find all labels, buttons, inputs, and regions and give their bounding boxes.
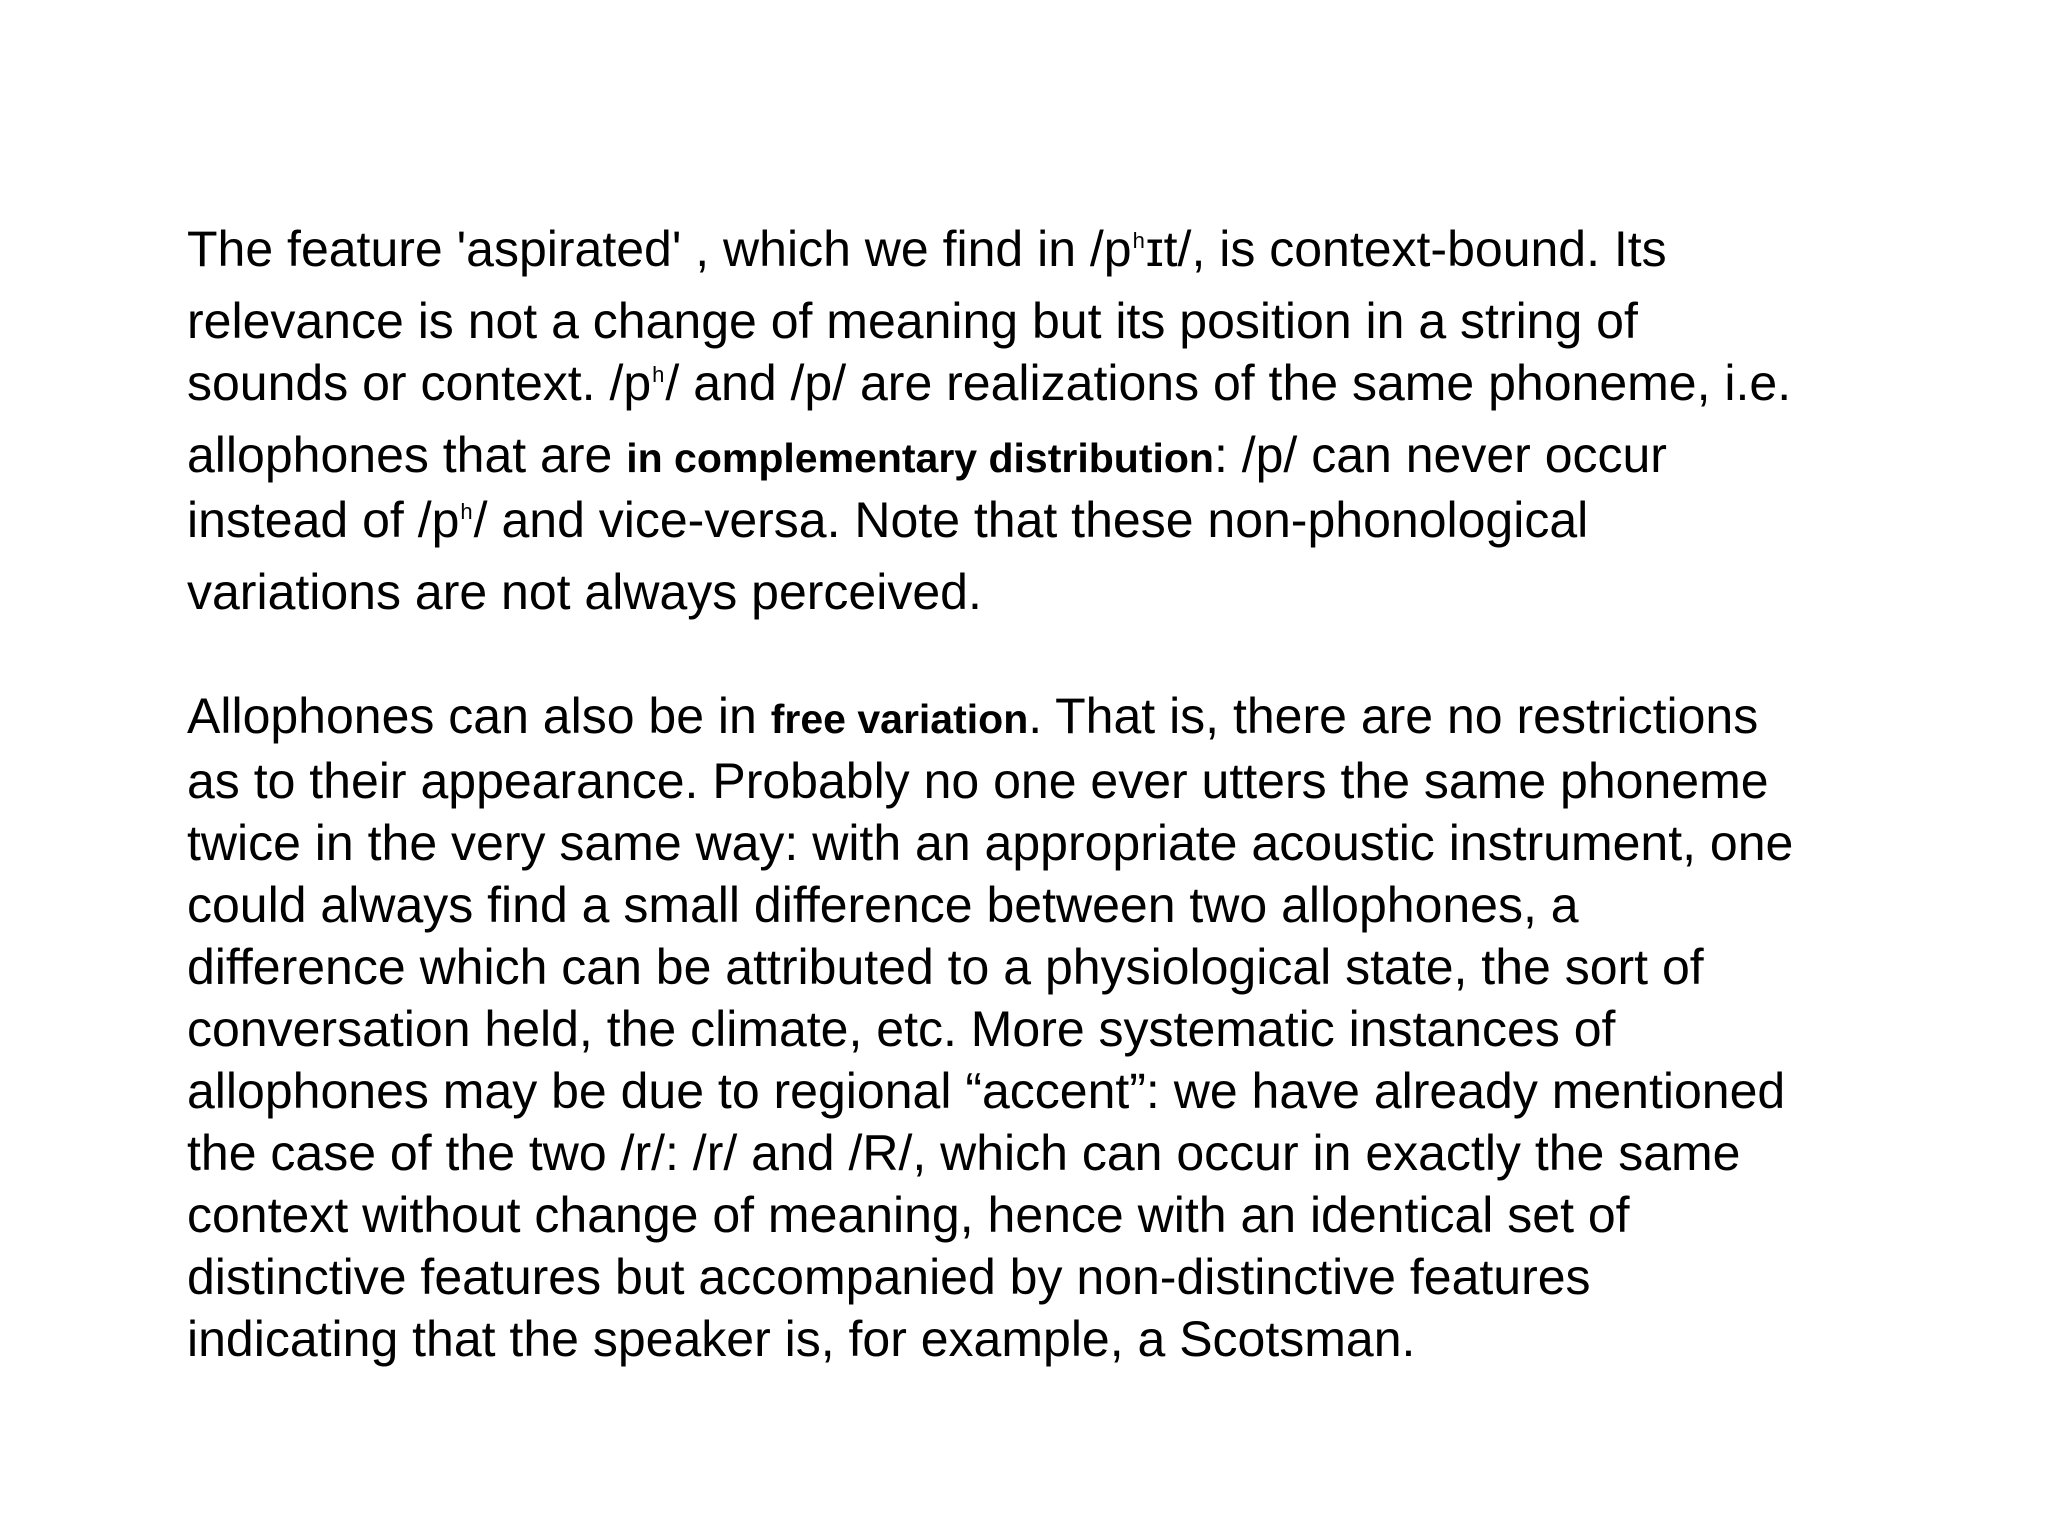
- paragraph-1-line-5: [187, 489, 1907, 561]
- body-text: [187, 218, 1907, 1370]
- paragraph-2-line-1: [187, 685, 1907, 750]
- term-free-variation: free variation: [770, 696, 1029, 742]
- paragraph-2-line-11: indicating that the speaker is, for example, a Scotsman.: [187, 1311, 1416, 1367]
- paragraph-2-line-2: as to their appearance. Probably no one ever utters the same phoneme: [187, 753, 1769, 809]
- aspiration-superscript: h: [460, 499, 473, 524]
- text-run: instead of /p: [187, 492, 460, 548]
- paragraph-1-line-2: relevance is not a change of meaning but its position in a string of: [187, 293, 1638, 349]
- paragraph-2-line-3: twice in the very same way: with an appropriate acoustic instrument, one: [187, 815, 1794, 871]
- paragraph-1-line-1: [187, 218, 1907, 290]
- paragraph-2-line-10: distinctive features but accompanied by non-distinctive features: [187, 1249, 1591, 1305]
- text-run: / and /p/ are realizations of the same phoneme, i.e.: [665, 355, 1792, 411]
- text-run: The feature 'aspirated' , which we find in /p: [187, 221, 1132, 277]
- paragraph-2-line-6: conversation held, the climate, etc. More systematic instances of: [187, 1001, 1616, 1057]
- text-run: ɪt/, is context-bound. Its: [1145, 221, 1667, 277]
- text-run: . That is, there are no restrictions: [1028, 688, 1759, 744]
- paragraph-gap: [187, 623, 1907, 685]
- paragraph-2-line-9: context without change of meaning, hence with an identical set of: [187, 1187, 1630, 1243]
- aspiration-superscript: h: [652, 362, 665, 387]
- paragraph-1-line-3: [187, 352, 1907, 424]
- text-run: Allophones can also be in: [187, 688, 771, 744]
- paragraph-1-line-4: [187, 424, 1907, 489]
- text-run: : /p/ can never occur: [1213, 427, 1667, 483]
- paragraph-2-line-5: difference which can be attributed to a physiological state, the sort of: [187, 939, 1704, 995]
- term-complementary-distribution: in complementary distribution: [626, 435, 1214, 481]
- aspiration-superscript: h: [1132, 228, 1145, 253]
- text-run: allophones that are: [187, 427, 627, 483]
- text-run: / and vice-versa. Note that these non-phonological: [473, 492, 1589, 548]
- text-run: sounds or context. /p: [187, 355, 652, 411]
- paragraph-1-line-6: variations are not always perceived.: [187, 564, 982, 620]
- paragraph-2-line-4: could always find a small difference between two allophones, a: [187, 877, 1579, 933]
- paragraph-2-line-8: the case of the two /r/: /r/ and /R/, which can occur in exactly the same: [187, 1125, 1741, 1181]
- paragraph-2-line-7: allophones may be due to regional “accent”: we have already mentioned: [187, 1063, 1786, 1119]
